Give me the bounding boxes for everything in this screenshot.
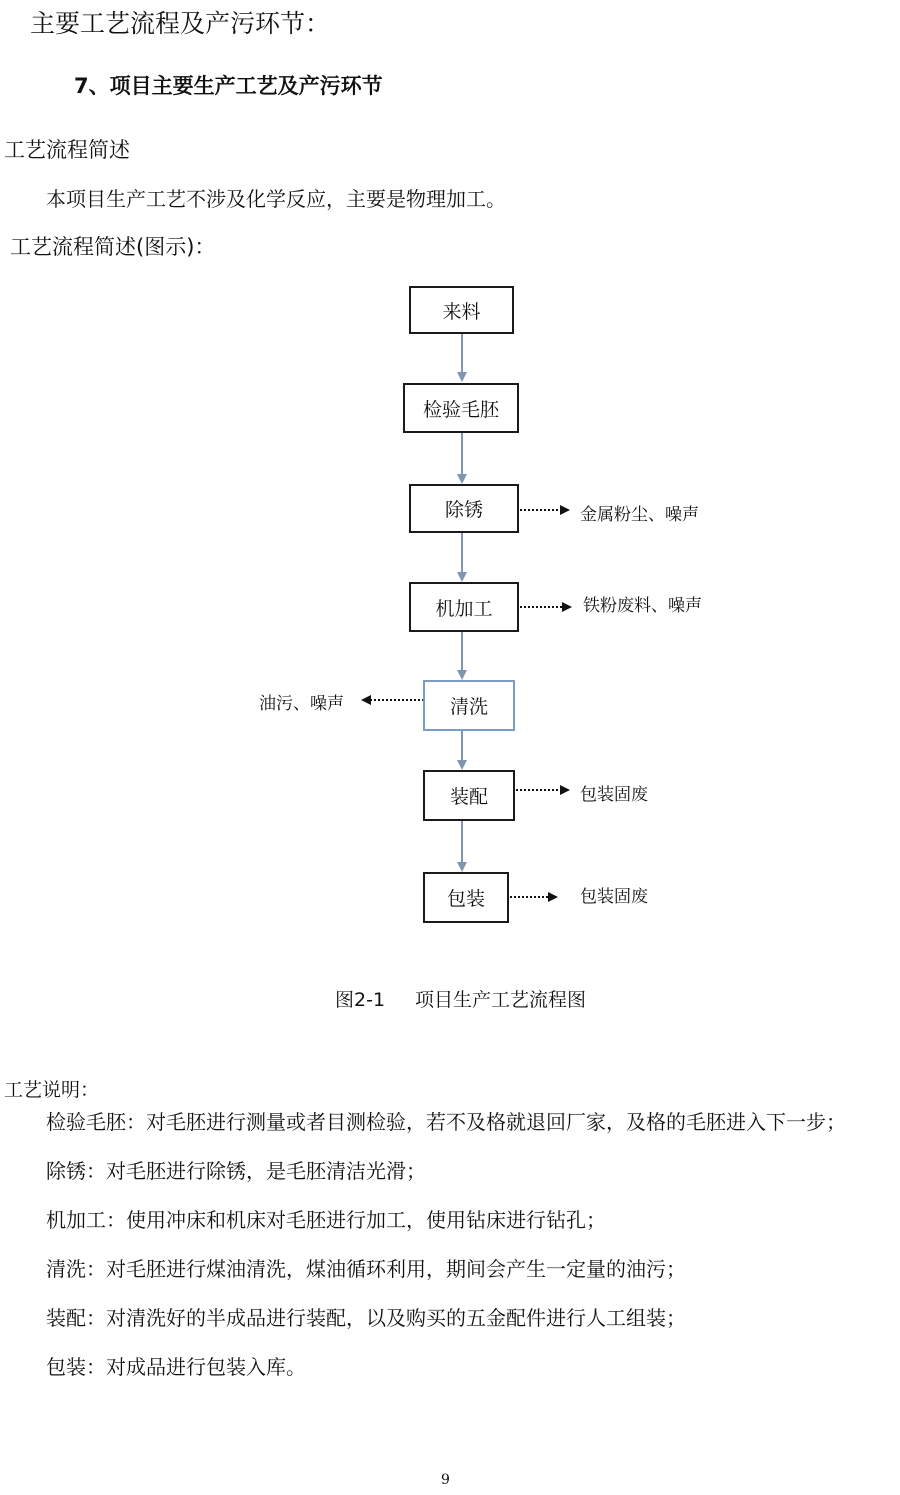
flow-step-packaging: 包装 [423,872,509,923]
flow-step-derust: 除锈 [409,484,519,533]
flow-step-incoming: 来料 [409,286,514,334]
explanation-line: 装配：对清洗好的半成品进行装配，以及购买的五金配件进行人工组装； [46,1306,686,1330]
flow-step-cleaning: 清洗 [423,680,515,731]
page-title: 主要工艺流程及产污环节： [30,9,331,38]
output-derust: 金属粉尘、噪声 [580,505,699,525]
figure-caption [335,985,586,1012]
diagram-heading: 工艺流程简述(图示)： [10,235,216,259]
explanation-line: 除锈：对毛胚进行除锈，是毛胚清洁光滑； [46,1159,426,1183]
explanation-line: 机加工：使用冲床和机床对毛胚进行加工，使用钻床进行钻孔； [46,1208,606,1232]
process-summary: 本项目生产工艺不涉及化学反应，主要是物理加工。 [46,187,506,211]
explanation-line: 检验毛胚：对毛胚进行测量或者目测检验，若不及格就退回厂家，及格的毛胚进入下一步； [46,1110,846,1134]
figure-number: 图2-1 [335,989,386,1011]
flow-step-inspect: 检验毛胚 [403,383,519,433]
flow-step-machining: 机加工 [409,582,519,632]
output-cleaning: 油污、噪声 [259,694,344,714]
explanation-line: 包装：对成品进行包装入库。 [46,1355,306,1379]
output-packaging: 包装固废 [580,887,648,907]
output-assembly: 包装固废 [580,785,648,805]
section-heading: 7、项目主要生产工艺及产污环节 [74,74,383,98]
explanation-line: 清洗：对毛胚进行煤油清洗，煤油循环利用，期间会产生一定量的油污； [46,1257,686,1281]
explanation-heading: 工艺说明： [4,1079,100,1101]
process-heading: 工艺流程简述 [4,138,130,162]
flow-step-assembly: 装配 [423,770,515,821]
output-machining: 铁粉废料、噪声 [583,596,702,616]
page-number: 9 [441,1472,450,1488]
figure-title: 项目生产工艺流程图 [415,989,587,1011]
